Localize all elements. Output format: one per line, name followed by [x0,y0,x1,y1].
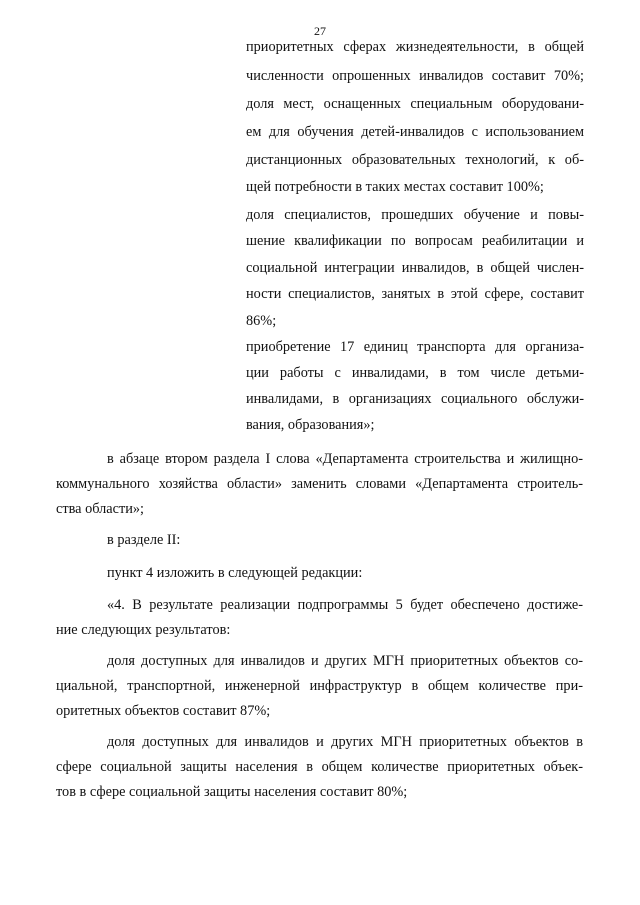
text-line: инвалидами, в организациях социального обслужи- [246,391,584,407]
text-line: вания, образования»; [246,417,375,433]
text-line: 86%; [246,313,277,329]
text-line: в абзаце втором раздела I слова «Департамента строительства и жилищно- [107,451,583,467]
text-line: численности опрошенных инвалидов составит 70%; [246,68,584,84]
text-line: ние следующих результатов: [56,622,231,638]
text-line: в разделе II: [107,532,181,548]
text-line: пункт 4 изложить в следующей редакции: [107,565,363,581]
text-line: дистанционных образовательных технологий, к об- [246,152,584,168]
text-line: доля доступных для инвалидов и других МГН приоритетных объектов в [107,734,583,750]
text-line: ем для обучения детей-инвалидов с использованием [246,124,584,140]
text-line: доля специалистов, прошедших обучение и повы- [246,207,584,223]
text-line: «4. В результате реализации подпрограммы 5 будет обеспечено достиже- [107,597,583,613]
text-line: ции работы с инвалидами, в том числе детьми- [246,365,584,381]
page-number: 27 [314,24,326,38]
text-line: сфере социальной защиты населения в общем количестве приоритетных объек- [56,759,583,775]
text-line: ности специалистов, занятых в этой сфере, составит [246,286,584,302]
text-line: социальной интеграции инвалидов, в общей числен- [246,260,584,276]
text-line: оритетных объектов составит 87%; [56,703,271,719]
text-line: щей потребности в таких местах составит 100%; [246,179,544,195]
text-line: коммунального хозяйства области» заменить словами «Департамента строитель- [56,476,583,492]
text-line: доля мест, оснащенных специальным оборудовани- [246,96,584,112]
text-line: доля доступных для инвалидов и других МГН приоритетных объектов со- [107,653,583,669]
text-line: тов в сфере социальной защиты населения составит 80%; [56,784,408,800]
text-line: циальной, транспортной, инженерной инфраструктур в общем количестве при- [56,678,583,694]
text-line: ства области»; [56,501,144,517]
text-line: приобретение 17 единиц транспорта для организа- [246,339,584,355]
text-line: приоритетных сферах жизнедеятельности, в общей [246,39,584,55]
text-line: шение квалификации по вопросам реабилитации и [246,233,584,249]
